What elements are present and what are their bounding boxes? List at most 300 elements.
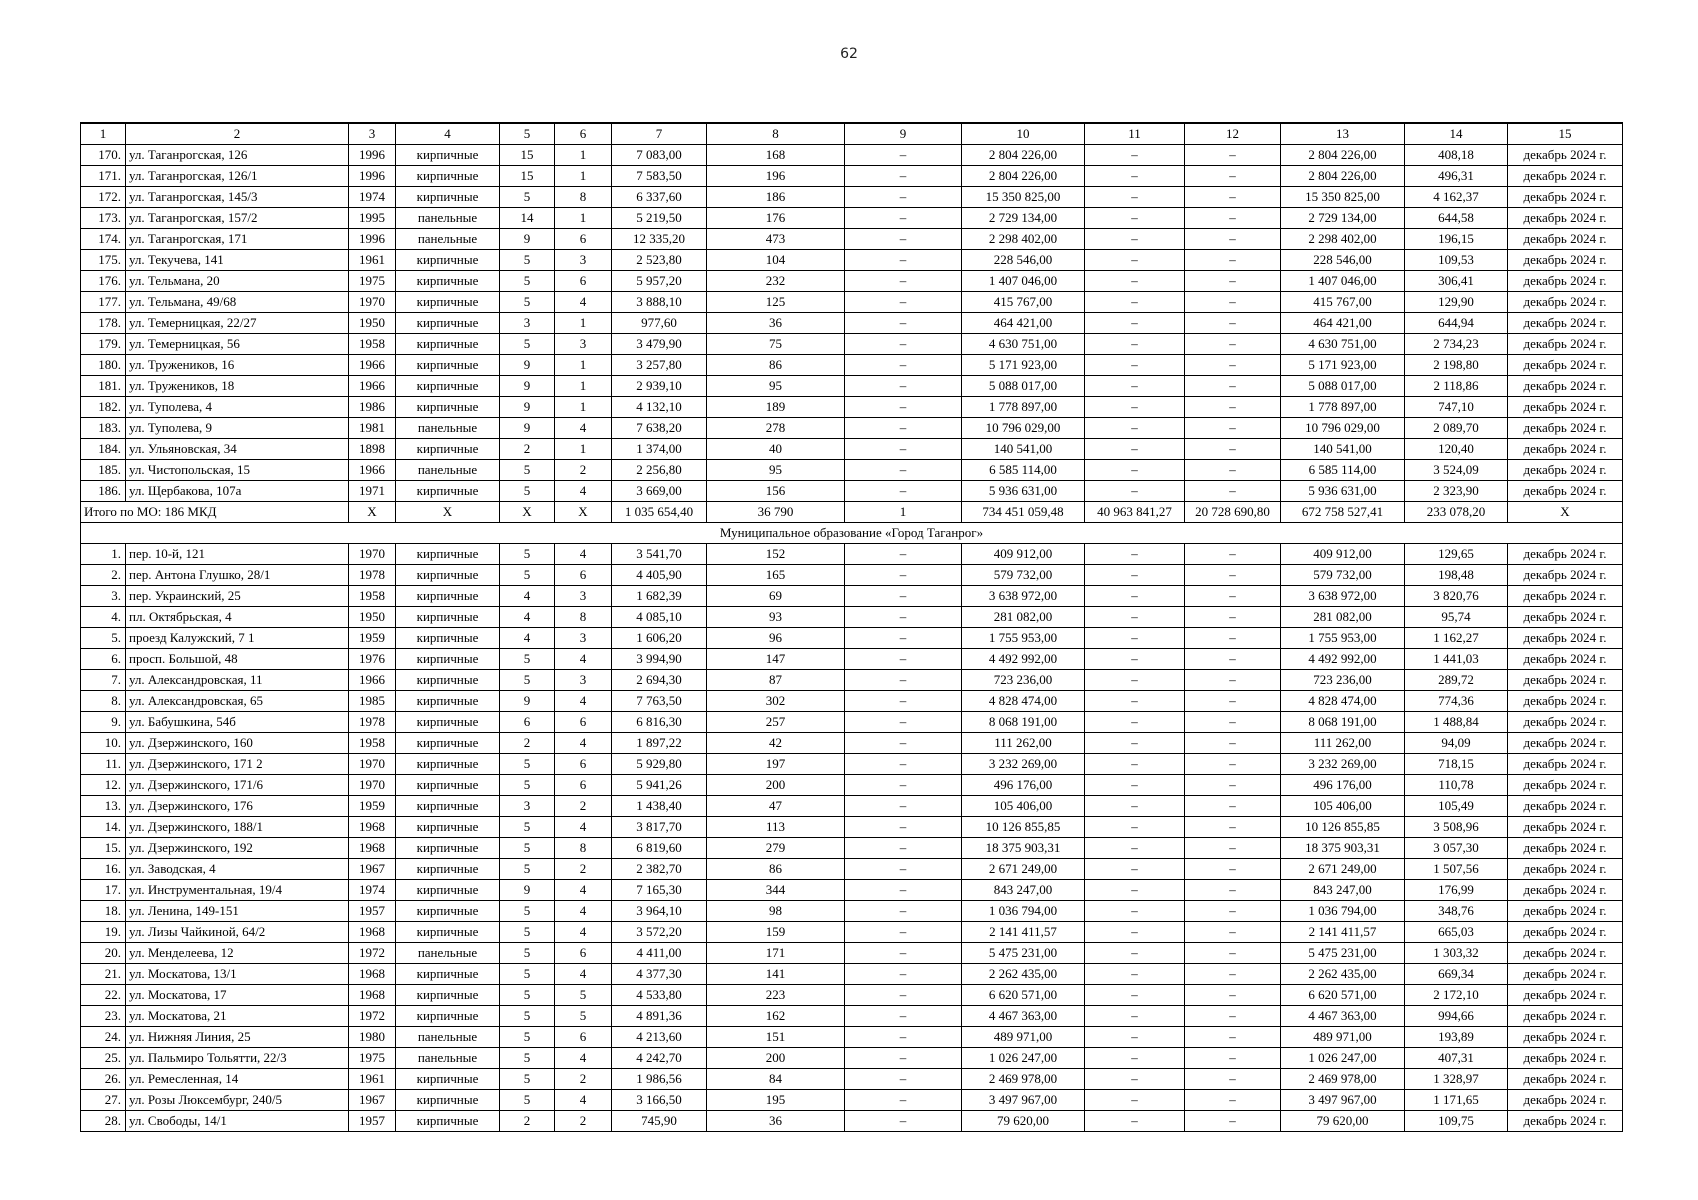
table-cell: 6 620 571,00 — [962, 985, 1085, 1006]
table-cell: кирпичные — [396, 565, 500, 586]
table-cell: 6. — [81, 649, 126, 670]
table-cell: – — [1185, 166, 1281, 187]
table-cell: 162 — [707, 1006, 845, 1027]
table-cell: – — [1185, 271, 1281, 292]
table-cell: – — [845, 859, 962, 880]
table-cell: 4 828 474,00 — [1281, 691, 1405, 712]
table-cell: 15 350 825,00 — [962, 187, 1085, 208]
address-cell: ул. Ремесленная, 14 — [126, 1069, 349, 1090]
table-cell: – — [1185, 1048, 1281, 1069]
table-cell: 168 — [707, 145, 845, 166]
table-cell: 175. — [81, 250, 126, 271]
table-cell: 2 — [500, 1111, 555, 1132]
table-cell: 5 — [500, 754, 555, 775]
table-cell: 843 247,00 — [1281, 880, 1405, 901]
table-cell: декабрь 2024 г. — [1508, 901, 1623, 922]
table-cell: 26. — [81, 1069, 126, 1090]
table-cell: 186 — [707, 187, 845, 208]
table-cell: 6 620 571,00 — [1281, 985, 1405, 1006]
table-cell: – — [1185, 208, 1281, 229]
table-cell: 1 303,32 — [1405, 943, 1508, 964]
table-cell: 24. — [81, 1027, 126, 1048]
table-cell: 2 — [555, 859, 612, 880]
table-row — [81, 964, 1623, 985]
table-cell: 110,78 — [1405, 775, 1508, 796]
address-cell: ул. Дзержинского, 188/1 — [126, 817, 349, 838]
table-row — [81, 1090, 1623, 1111]
table-cell: 140 541,00 — [962, 439, 1085, 460]
table-cell: 156 — [707, 481, 845, 502]
table-cell: кирпичные — [396, 817, 500, 838]
table-cell: – — [1085, 439, 1185, 460]
table-cell: 4 405,90 — [612, 565, 707, 586]
table-cell: 1959 — [349, 796, 396, 817]
address-cell: ул. Дзержинского, 160 — [126, 733, 349, 754]
table-cell: 3 669,00 — [612, 481, 707, 502]
table-cell: – — [1085, 1069, 1185, 1090]
table-cell: 1 755 953,00 — [1281, 628, 1405, 649]
table-cell: 4 533,80 — [612, 985, 707, 1006]
table-cell: декабрь 2024 г. — [1508, 712, 1623, 733]
table-cell: 171. — [81, 166, 126, 187]
table-cell: 669,34 — [1405, 964, 1508, 985]
table-cell: – — [845, 397, 962, 418]
table-cell: 4 492 992,00 — [1281, 649, 1405, 670]
table-cell: 1958 — [349, 334, 396, 355]
address-cell: ул. Лизы Чайкиной, 64/2 — [126, 922, 349, 943]
table-cell: 4 162,37 — [1405, 187, 1508, 208]
table-cell: 75 — [707, 334, 845, 355]
table-cell: 176,99 — [1405, 880, 1508, 901]
table-row — [81, 334, 1623, 355]
table-cell: 15 350 825,00 — [1281, 187, 1405, 208]
table-cell: 2 939,10 — [612, 376, 707, 397]
table-cell: – — [1085, 943, 1185, 964]
table-cell: 1 — [555, 355, 612, 376]
address-cell: ул. Туполева, 9 — [126, 418, 349, 439]
table-cell: 69 — [707, 586, 845, 607]
table-cell: 5 088 017,00 — [962, 376, 1085, 397]
table-cell: 109,75 — [1405, 1111, 1508, 1132]
table-cell: 5 — [500, 817, 555, 838]
table-cell: – — [1185, 649, 1281, 670]
column-number-header: 7 — [612, 123, 707, 145]
table-cell: – — [1085, 355, 1185, 376]
table-cell: – — [1085, 1048, 1185, 1069]
table-cell: 2 729 134,00 — [962, 208, 1085, 229]
table-cell: – — [845, 1027, 962, 1048]
table-cell: 2 118,86 — [1405, 376, 1508, 397]
table-cell: декабрь 2024 г. — [1508, 733, 1623, 754]
total-cell: X — [396, 502, 500, 523]
table-cell: – — [1085, 187, 1185, 208]
table-cell: декабрь 2024 г. — [1508, 439, 1623, 460]
table-cell: декабрь 2024 г. — [1508, 838, 1623, 859]
table-cell: 2 262 435,00 — [962, 964, 1085, 985]
table-cell: 12 335,20 — [612, 229, 707, 250]
table-cell: 302 — [707, 691, 845, 712]
table-cell: 415 767,00 — [962, 292, 1085, 313]
table-cell: 4 — [555, 880, 612, 901]
table-cell: 5 — [500, 250, 555, 271]
table-cell: 95,74 — [1405, 607, 1508, 628]
table-cell: 4 492 992,00 — [962, 649, 1085, 670]
table-cell: 1974 — [349, 187, 396, 208]
table-cell: 774,36 — [1405, 691, 1508, 712]
housing-register-table — [80, 122, 1623, 1132]
table-cell: 6 — [555, 712, 612, 733]
table-cell: 6 — [555, 1027, 612, 1048]
table-cell: декабрь 2024 г. — [1508, 355, 1623, 376]
table-cell: – — [1085, 250, 1185, 271]
address-cell: ул. Москатова, 13/1 — [126, 964, 349, 985]
table-cell: 1975 — [349, 271, 396, 292]
table-cell: декабрь 2024 г. — [1508, 880, 1623, 901]
table-cell: – — [845, 796, 962, 817]
section-row — [81, 523, 1623, 544]
table-cell: 20. — [81, 943, 126, 964]
table-cell: 79 620,00 — [1281, 1111, 1405, 1132]
table-cell: 6 337,60 — [612, 187, 707, 208]
table-cell: 1961 — [349, 1069, 396, 1090]
table-cell: 23. — [81, 1006, 126, 1027]
table-cell: кирпичные — [396, 796, 500, 817]
table-cell: 1898 — [349, 439, 396, 460]
table-cell: 2 523,80 — [612, 250, 707, 271]
table-cell: 173. — [81, 208, 126, 229]
table-cell: декабрь 2024 г. — [1508, 943, 1623, 964]
table-cell: – — [845, 250, 962, 271]
table-cell: – — [1185, 292, 1281, 313]
table-cell: 4 132,10 — [612, 397, 707, 418]
table-cell: – — [845, 712, 962, 733]
table-row — [81, 418, 1623, 439]
table-cell: 2 729 134,00 — [1281, 208, 1405, 229]
table-cell: 4 213,60 — [612, 1027, 707, 1048]
table-cell: 1 171,65 — [1405, 1090, 1508, 1111]
table-cell: 473 — [707, 229, 845, 250]
table-cell: 181. — [81, 376, 126, 397]
table-cell: – — [845, 313, 962, 334]
table-cell: 1 488,84 — [1405, 712, 1508, 733]
table-cell: 407,31 — [1405, 1048, 1508, 1069]
table-cell: декабрь 2024 г. — [1508, 1027, 1623, 1048]
table-cell: 2 141 411,57 — [1281, 922, 1405, 943]
table-cell: 489 971,00 — [1281, 1027, 1405, 1048]
column-number-header: 6 — [555, 123, 612, 145]
address-cell: ул. Дзержинского, 176 — [126, 796, 349, 817]
table-cell: 6 — [555, 565, 612, 586]
table-cell: 185. — [81, 460, 126, 481]
table-cell: 408,18 — [1405, 145, 1508, 166]
table-cell: 4 — [555, 817, 612, 838]
table-cell: 718,15 — [1405, 754, 1508, 775]
table-cell: декабрь 2024 г. — [1508, 1069, 1623, 1090]
table-cell: 13. — [81, 796, 126, 817]
table-cell: – — [845, 691, 962, 712]
table-cell: 289,72 — [1405, 670, 1508, 691]
table-cell: 5 — [500, 1027, 555, 1048]
table-cell: 4 — [555, 544, 612, 565]
table-cell: – — [1085, 901, 1185, 922]
table-cell: 1 682,39 — [612, 586, 707, 607]
table-cell: – — [1185, 628, 1281, 649]
table-cell: 3 541,70 — [612, 544, 707, 565]
table-cell: – — [1085, 586, 1185, 607]
table-cell: 1966 — [349, 460, 396, 481]
table-row — [81, 376, 1623, 397]
table-cell: 4 — [555, 1090, 612, 1111]
column-number-header: 12 — [1185, 123, 1281, 145]
table-cell: декабрь 2024 г. — [1508, 334, 1623, 355]
table-cell: 3 817,70 — [612, 817, 707, 838]
table-cell: 17. — [81, 880, 126, 901]
table-cell: 6 819,60 — [612, 838, 707, 859]
table-cell: – — [1085, 838, 1185, 859]
table-cell: 16. — [81, 859, 126, 880]
table-cell: 644,94 — [1405, 313, 1508, 334]
table-cell: – — [1085, 712, 1185, 733]
table-cell: – — [845, 1048, 962, 1069]
table-cell: 3 — [500, 313, 555, 334]
table-cell: 93 — [707, 607, 845, 628]
table-cell: 11. — [81, 754, 126, 775]
table-cell: 723 236,00 — [962, 670, 1085, 691]
table-cell: 1 755 953,00 — [962, 628, 1085, 649]
table-cell: – — [1185, 733, 1281, 754]
table-cell: 15 — [500, 166, 555, 187]
table-cell: 994,66 — [1405, 1006, 1508, 1027]
table-cell: 4 467 363,00 — [962, 1006, 1085, 1027]
table-cell: 1 026 247,00 — [1281, 1048, 1405, 1069]
table-cell: – — [845, 1090, 962, 1111]
address-cell: просп. Большой, 48 — [126, 649, 349, 670]
table-cell: 9 — [500, 418, 555, 439]
table-cell: панельные — [396, 229, 500, 250]
table-cell: 1996 — [349, 166, 396, 187]
table-cell: декабрь 2024 г. — [1508, 817, 1623, 838]
table-cell: – — [1185, 397, 1281, 418]
table-cell: 8 — [555, 838, 612, 859]
table-cell: 4 377,30 — [612, 964, 707, 985]
table-cell: декабрь 2024 г. — [1508, 145, 1623, 166]
table-cell: 496 176,00 — [1281, 775, 1405, 796]
table-cell: 10 126 855,85 — [1281, 817, 1405, 838]
table-cell: 84 — [707, 1069, 845, 1090]
table-row — [81, 796, 1623, 817]
table-cell: 176 — [707, 208, 845, 229]
table-cell: кирпичные — [396, 544, 500, 565]
table-cell: – — [845, 901, 962, 922]
table-cell: 1 — [555, 397, 612, 418]
address-cell: ул. Дзержинского, 171/6 — [126, 775, 349, 796]
table-cell: 747,10 — [1405, 397, 1508, 418]
table-cell: 36 — [707, 1111, 845, 1132]
table-cell: 9 — [500, 229, 555, 250]
table-cell: декабрь 2024 г. — [1508, 565, 1623, 586]
table-cell: 1 778 897,00 — [962, 397, 1085, 418]
table-cell: 2 — [555, 460, 612, 481]
address-cell: ул. Таганрогская, 171 — [126, 229, 349, 250]
table-cell: – — [1185, 964, 1281, 985]
column-number-header: 3 — [349, 123, 396, 145]
table-cell: декабрь 2024 г. — [1508, 313, 1623, 334]
table-cell: 2 804 226,00 — [962, 166, 1085, 187]
table-cell: 141 — [707, 964, 845, 985]
table-cell: 1975 — [349, 1048, 396, 1069]
table-cell: декабрь 2024 г. — [1508, 544, 1623, 565]
table-row — [81, 313, 1623, 334]
address-cell: пер. Украинский, 25 — [126, 586, 349, 607]
table-cell: – — [1085, 1006, 1185, 1027]
table-cell: – — [1185, 334, 1281, 355]
table-cell: 1 507,56 — [1405, 859, 1508, 880]
table-cell: 3 888,10 — [612, 292, 707, 313]
table-cell: 5 941,26 — [612, 775, 707, 796]
table-cell: 665,03 — [1405, 922, 1508, 943]
table-cell: 2 804 226,00 — [1281, 166, 1405, 187]
table-cell: 4 — [555, 418, 612, 439]
column-number-header: 10 — [962, 123, 1085, 145]
table-cell: 1968 — [349, 922, 396, 943]
address-cell: ул. Дзержинского, 171 2 — [126, 754, 349, 775]
table-cell: – — [1185, 985, 1281, 1006]
table-row — [81, 460, 1623, 481]
table-cell: 6 585 114,00 — [962, 460, 1085, 481]
table-cell: 105 406,00 — [1281, 796, 1405, 817]
table-cell: 5 — [555, 985, 612, 1006]
table-cell: кирпичные — [396, 712, 500, 733]
table-row — [81, 187, 1623, 208]
table-cell: кирпичные — [396, 859, 500, 880]
table-cell: – — [845, 838, 962, 859]
table-cell: 95 — [707, 376, 845, 397]
table-cell: – — [845, 775, 962, 796]
table-cell: панельные — [396, 460, 500, 481]
table-cell: 182. — [81, 397, 126, 418]
table-cell: 1 — [555, 166, 612, 187]
table-cell: 8 — [555, 187, 612, 208]
table-cell: – — [845, 481, 962, 502]
table-cell: 4 — [555, 691, 612, 712]
table-cell: 3 — [500, 796, 555, 817]
table-cell: 196,15 — [1405, 229, 1508, 250]
table-cell: 281 082,00 — [962, 607, 1085, 628]
table-cell: 3 166,50 — [612, 1090, 707, 1111]
table-cell: 1 441,03 — [1405, 649, 1508, 670]
table-cell: 5 — [500, 943, 555, 964]
table-cell: декабрь 2024 г. — [1508, 1090, 1623, 1111]
table-cell: – — [1185, 754, 1281, 775]
table-cell: кирпичные — [396, 376, 500, 397]
table-cell: 5 — [500, 565, 555, 586]
table-cell: 18 375 903,31 — [962, 838, 1085, 859]
table-cell: 4. — [81, 607, 126, 628]
table-cell: декабрь 2024 г. — [1508, 754, 1623, 775]
table-cell: 4 411,00 — [612, 943, 707, 964]
address-cell: ул. Инструментальная, 19/4 — [126, 880, 349, 901]
table-cell: – — [1185, 1090, 1281, 1111]
table-cell: – — [1185, 145, 1281, 166]
table-cell: – — [1085, 775, 1185, 796]
table-cell: – — [1185, 712, 1281, 733]
table-cell: 1968 — [349, 985, 396, 1006]
table-cell: 579 732,00 — [1281, 565, 1405, 586]
table-cell: 198,48 — [1405, 565, 1508, 586]
table-cell: 189 — [707, 397, 845, 418]
table-cell: – — [845, 187, 962, 208]
table-cell: декабрь 2024 г. — [1508, 481, 1623, 502]
table-cell: 5. — [81, 628, 126, 649]
table-cell: 7 583,50 — [612, 166, 707, 187]
table-cell: 5 — [500, 922, 555, 943]
table-cell: 278 — [707, 418, 845, 439]
table-row — [81, 481, 1623, 502]
total-label: Итого по МО: 186 МКД — [81, 502, 349, 523]
table-cell: – — [1085, 292, 1185, 313]
table-cell: 6 — [555, 943, 612, 964]
table-row — [81, 166, 1623, 187]
table-cell: 2 298 402,00 — [1281, 229, 1405, 250]
table-cell: 1976 — [349, 649, 396, 670]
table-cell: 9 — [500, 880, 555, 901]
total-cell: 36 790 — [707, 502, 845, 523]
address-cell: ул. Ульяновская, 34 — [126, 439, 349, 460]
table-cell: 140 541,00 — [1281, 439, 1405, 460]
table-cell: декабрь 2024 г. — [1508, 922, 1623, 943]
table-cell: 1968 — [349, 838, 396, 859]
table-cell: 2 671 249,00 — [962, 859, 1085, 880]
table-cell: 111 262,00 — [1281, 733, 1405, 754]
address-cell: ул. Таганрогская, 126 — [126, 145, 349, 166]
address-cell: ул. Тружеников, 16 — [126, 355, 349, 376]
table-cell: 1968 — [349, 817, 396, 838]
table-cell: 6 — [555, 229, 612, 250]
table-cell: кирпичные — [396, 922, 500, 943]
address-cell: ул. Щербакова, 107а — [126, 481, 349, 502]
table-cell: 22. — [81, 985, 126, 1006]
table-cell: панельные — [396, 1027, 500, 1048]
table-cell: 348,76 — [1405, 901, 1508, 922]
table-cell: 228 546,00 — [1281, 250, 1405, 271]
table-cell: – — [1085, 880, 1185, 901]
column-number-row — [81, 123, 1623, 145]
table-cell: 2 298 402,00 — [962, 229, 1085, 250]
table-row — [81, 544, 1623, 565]
table-row — [81, 1048, 1623, 1069]
table-cell: 464 421,00 — [1281, 313, 1405, 334]
table-cell: – — [1085, 334, 1185, 355]
table-cell: – — [1085, 376, 1185, 397]
table-cell: 200 — [707, 1048, 845, 1069]
table-cell: 5 — [500, 859, 555, 880]
table-cell: 196 — [707, 166, 845, 187]
table-row — [81, 586, 1623, 607]
table-cell: 5 475 231,00 — [1281, 943, 1405, 964]
table-row — [81, 712, 1623, 733]
table-cell: – — [845, 460, 962, 481]
table-cell: 2 141 411,57 — [962, 922, 1085, 943]
table-cell: 6 585 114,00 — [1281, 460, 1405, 481]
table-cell: 172. — [81, 187, 126, 208]
address-cell: ул. Александровская, 65 — [126, 691, 349, 712]
table-cell: кирпичные — [396, 250, 500, 271]
total-cell: 1 — [845, 502, 962, 523]
table-cell: 5 171 923,00 — [1281, 355, 1405, 376]
table-cell: 129,90 — [1405, 292, 1508, 313]
table-cell: – — [1185, 817, 1281, 838]
table-cell: 4 630 751,00 — [962, 334, 1085, 355]
